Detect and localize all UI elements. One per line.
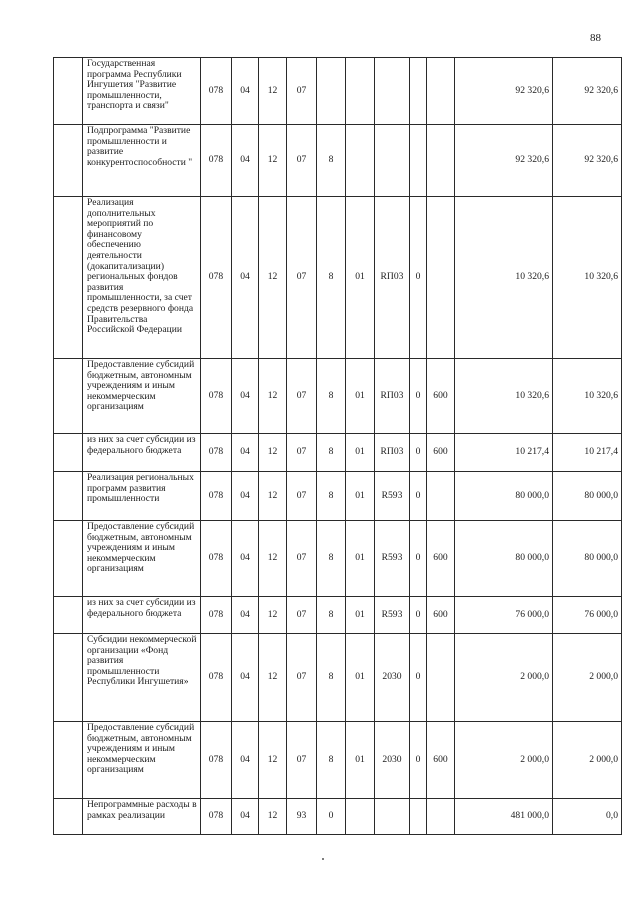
code-cell: RП03 xyxy=(375,434,410,472)
code-cell: 07 xyxy=(287,597,317,634)
amount-cell: 10 217,4 xyxy=(553,434,622,472)
code-cell: R593 xyxy=(375,472,410,521)
code-cell xyxy=(346,125,375,197)
code-cell: 07 xyxy=(287,359,317,434)
code-cell: 04 xyxy=(232,634,259,722)
code-cell xyxy=(427,634,455,722)
code-cell: 01 xyxy=(346,634,375,722)
empty-cell xyxy=(54,58,83,125)
amount-cell: 76 000,0 xyxy=(455,597,553,634)
amount-cell: 76 000,0 xyxy=(553,597,622,634)
table-row xyxy=(54,597,622,634)
code-cell: 078 xyxy=(201,597,232,634)
code-cell: 8 xyxy=(317,722,346,799)
code-cell: RП03 xyxy=(375,359,410,434)
code-cell: 078 xyxy=(201,125,232,197)
code-cell: 12 xyxy=(259,521,287,597)
code-cell: 04 xyxy=(232,434,259,472)
table-row xyxy=(54,521,622,597)
empty-cell xyxy=(54,597,83,634)
empty-cell xyxy=(54,434,83,472)
code-cell: 07 xyxy=(287,722,317,799)
code-cell: 0 xyxy=(410,197,427,359)
code-cell: 600 xyxy=(427,521,455,597)
code-cell: 01 xyxy=(346,359,375,434)
code-cell: 0 xyxy=(410,634,427,722)
code-cell: 8 xyxy=(317,597,346,634)
amount-cell: 10 320,6 xyxy=(553,359,622,434)
code-cell: 12 xyxy=(259,359,287,434)
code-cell: 12 xyxy=(259,597,287,634)
code-cell: 01 xyxy=(346,434,375,472)
code-cell: 12 xyxy=(259,799,287,835)
row-name: Реализация дополнительных мероприятий по финансовому обеспечению деятельности (докапитализации) региональных фондов развития промышленности, за счет средств резервного фонда Правительства Российской Федерации xyxy=(83,197,201,359)
code-cell: 04 xyxy=(232,197,259,359)
code-cell: 078 xyxy=(201,634,232,722)
row-name: Подпрограмма "Развитие промышленности и развитие конкурентоспособности " xyxy=(83,125,201,197)
code-cell: 01 xyxy=(346,197,375,359)
code-cell: 04 xyxy=(232,472,259,521)
code-cell xyxy=(427,58,455,125)
code-cell: 600 xyxy=(427,597,455,634)
code-cell xyxy=(427,125,455,197)
code-cell: 8 xyxy=(317,472,346,521)
code-cell: 600 xyxy=(427,722,455,799)
amount-cell: 10 217,4 xyxy=(455,434,553,472)
code-cell: 078 xyxy=(201,359,232,434)
code-cell: 8 xyxy=(317,434,346,472)
code-cell: 04 xyxy=(232,597,259,634)
code-cell xyxy=(375,125,410,197)
row-name: Государственная программа Республики Ингушетия "Развитие промышленности, транспорта и связи" xyxy=(83,58,201,125)
code-cell: 01 xyxy=(346,472,375,521)
row-name: Непрограммные расходы в рамках реализации xyxy=(83,799,201,835)
amount-cell: 0,0 xyxy=(553,799,622,835)
code-cell xyxy=(410,799,427,835)
code-cell: 078 xyxy=(201,521,232,597)
code-cell: 07 xyxy=(287,197,317,359)
amount-cell: 92 320,6 xyxy=(553,125,622,197)
code-cell: 12 xyxy=(259,634,287,722)
code-cell: RП03 xyxy=(375,197,410,359)
code-cell: 07 xyxy=(287,125,317,197)
code-cell: 12 xyxy=(259,434,287,472)
code-cell: 0 xyxy=(410,597,427,634)
code-cell: 8 xyxy=(317,521,346,597)
code-cell: 01 xyxy=(346,521,375,597)
amount-cell: 2 000,0 xyxy=(553,722,622,799)
code-cell xyxy=(410,58,427,125)
code-cell: 2030 xyxy=(375,634,410,722)
table-row xyxy=(54,722,622,799)
code-cell: 12 xyxy=(259,197,287,359)
amount-cell: 80 000,0 xyxy=(455,472,553,521)
amount-cell: 2 000,0 xyxy=(553,634,622,722)
code-cell xyxy=(375,58,410,125)
empty-cell xyxy=(54,521,83,597)
code-cell xyxy=(317,58,346,125)
empty-cell xyxy=(54,197,83,359)
amount-cell: 10 320,6 xyxy=(455,197,553,359)
code-cell: 07 xyxy=(287,634,317,722)
code-cell xyxy=(427,472,455,521)
code-cell: 12 xyxy=(259,722,287,799)
code-cell: 0 xyxy=(410,472,427,521)
row-name: Предоставление субсидий бюджетным, автономным учреждениям и иным некоммерческим организациям xyxy=(83,359,201,434)
code-cell: R593 xyxy=(375,521,410,597)
code-cell: 078 xyxy=(201,197,232,359)
code-cell: 04 xyxy=(232,521,259,597)
row-name: Предоставление субсидий бюджетным, автономным учреждениям и иным некоммерческим организациям xyxy=(83,722,201,799)
amount-cell: 92 320,6 xyxy=(455,58,553,125)
code-cell: 0 xyxy=(317,799,346,835)
empty-cell xyxy=(54,634,83,722)
code-cell: 12 xyxy=(259,58,287,125)
table-row xyxy=(54,799,622,835)
amount-cell: 80 000,0 xyxy=(553,521,622,597)
page-number: 88 xyxy=(590,32,601,44)
code-cell: 07 xyxy=(287,434,317,472)
code-cell: 2030 xyxy=(375,722,410,799)
code-cell: 04 xyxy=(232,125,259,197)
code-cell: 600 xyxy=(427,434,455,472)
code-cell: 8 xyxy=(317,125,346,197)
table-row xyxy=(54,359,622,434)
code-cell: 8 xyxy=(317,359,346,434)
code-cell xyxy=(346,799,375,835)
amount-cell: 92 320,6 xyxy=(553,58,622,125)
code-cell xyxy=(375,799,410,835)
code-cell: 8 xyxy=(317,634,346,722)
code-cell: 01 xyxy=(346,597,375,634)
table-row xyxy=(54,197,622,359)
scan-speck xyxy=(322,858,324,860)
row-name: Реализация региональных программ развития промышленности xyxy=(83,472,201,521)
code-cell: 12 xyxy=(259,125,287,197)
table-row xyxy=(54,125,622,197)
table-row xyxy=(54,634,622,722)
empty-cell xyxy=(54,125,83,197)
code-cell: 0 xyxy=(410,359,427,434)
code-cell: 04 xyxy=(232,359,259,434)
code-cell: 078 xyxy=(201,58,232,125)
empty-cell xyxy=(54,722,83,799)
amount-cell: 2 000,0 xyxy=(455,722,553,799)
budget-table xyxy=(53,57,622,835)
table-row xyxy=(54,434,622,472)
code-cell: 04 xyxy=(232,799,259,835)
code-cell: 078 xyxy=(201,434,232,472)
code-cell: 078 xyxy=(201,722,232,799)
code-cell: 0 xyxy=(410,434,427,472)
code-cell: 8 xyxy=(317,197,346,359)
table-row xyxy=(54,58,622,125)
table-row xyxy=(54,472,622,521)
amount-cell: 80 000,0 xyxy=(553,472,622,521)
code-cell xyxy=(410,125,427,197)
code-cell: 12 xyxy=(259,472,287,521)
amount-cell: 80 000,0 xyxy=(455,521,553,597)
amount-cell: 481 000,0 xyxy=(455,799,553,835)
row-name: Субсидии некоммерческой организации «Фонд развития промышленности Республики Ингушетия» xyxy=(83,634,201,722)
code-cell xyxy=(427,197,455,359)
amount-cell: 10 320,6 xyxy=(455,359,553,434)
code-cell: 04 xyxy=(232,58,259,125)
empty-cell xyxy=(54,799,83,835)
row-name: из них за счет субсидии из федерального бюджета xyxy=(83,434,201,472)
code-cell: 04 xyxy=(232,722,259,799)
row-name: из них за счет субсидии из федерального бюджета xyxy=(83,597,201,634)
code-cell: 01 xyxy=(346,722,375,799)
code-cell: 93 xyxy=(287,799,317,835)
code-cell: 078 xyxy=(201,472,232,521)
code-cell: 600 xyxy=(427,359,455,434)
code-cell: R593 xyxy=(375,597,410,634)
amount-cell: 10 320,6 xyxy=(553,197,622,359)
code-cell xyxy=(346,58,375,125)
code-cell: 07 xyxy=(287,521,317,597)
amount-cell: 2 000,0 xyxy=(455,634,553,722)
code-cell: 07 xyxy=(287,472,317,521)
code-cell: 0 xyxy=(410,521,427,597)
empty-cell xyxy=(54,472,83,521)
code-cell: 07 xyxy=(287,58,317,125)
empty-cell xyxy=(54,359,83,434)
code-cell xyxy=(427,799,455,835)
row-name: Предоставление субсидий бюджетным, автономным учреждениям и иным некоммерческим организациям xyxy=(83,521,201,597)
code-cell: 078 xyxy=(201,799,232,835)
code-cell: 0 xyxy=(410,722,427,799)
amount-cell: 92 320,6 xyxy=(455,125,553,197)
